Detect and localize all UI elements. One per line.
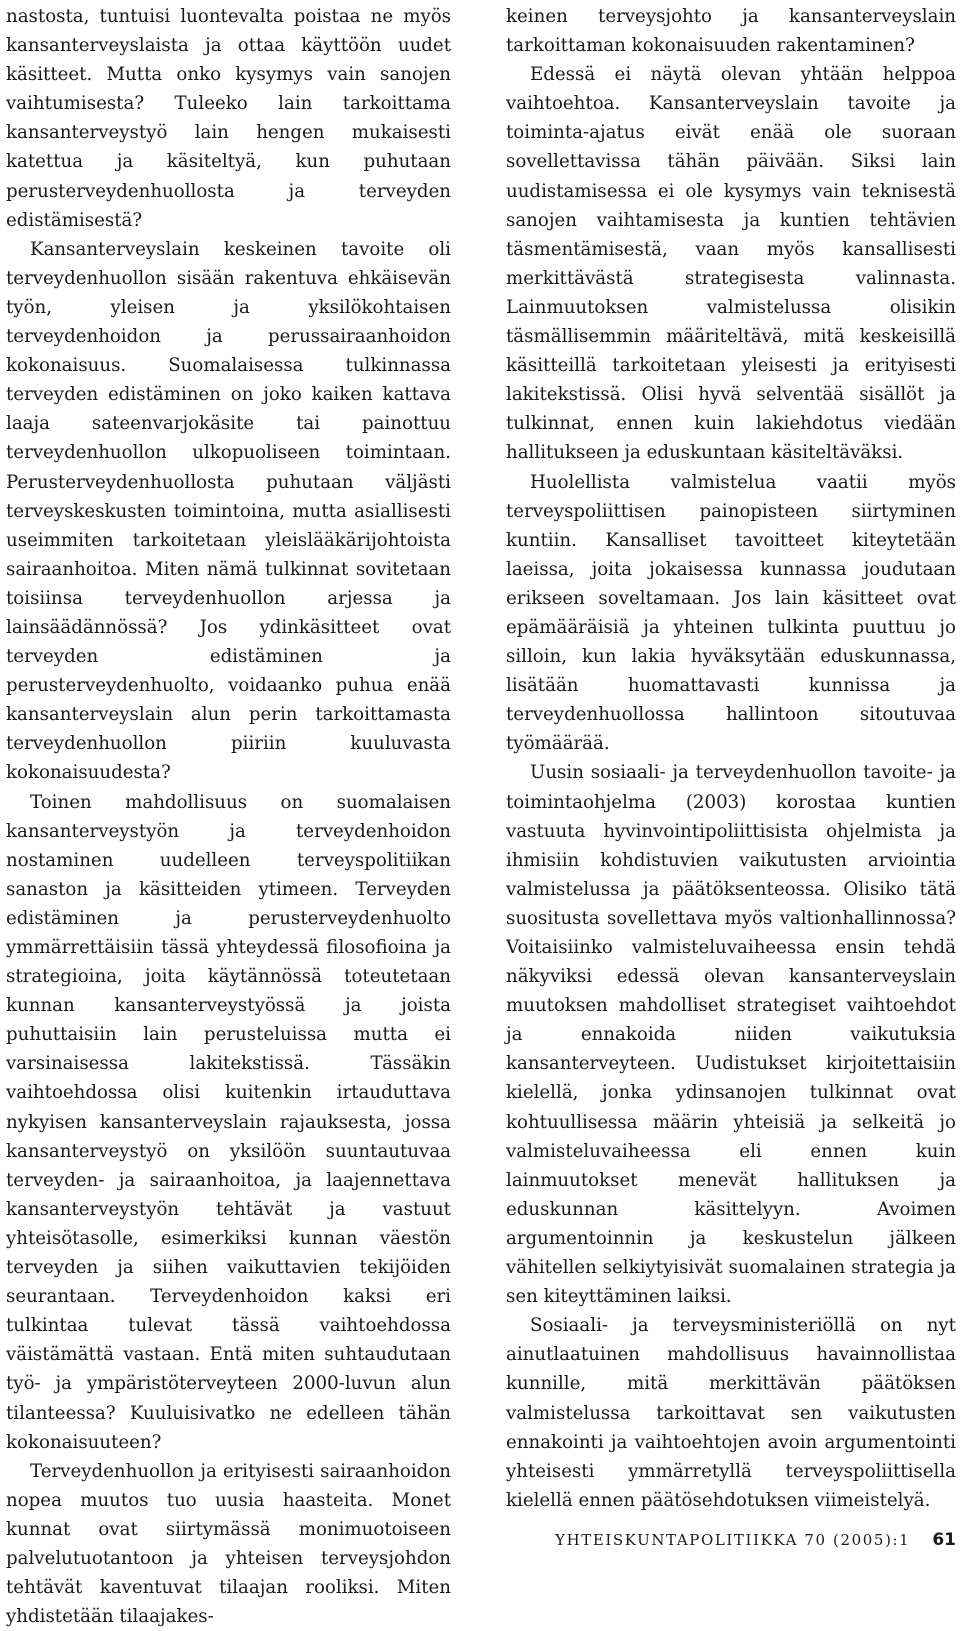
paragraph: nastosta, tuntuisi luontevalta poistaa ne myös kansanterveyslaista ja ottaa käyttöön uudet käsitteet. Mutta onko kysymys vain sanojen vaihtumisesta? Tuleeko lain tarkoittama kansanterveystyö lain hengen mukaisesti katettua ja käsiteltyä, kun puhutaan perusterveydenhuollosta ja terveyden edistämisestä? xyxy=(6,6,451,231)
paragraph: Uusin sosiaali- ja terveydenhuollon tavoite- ja toimintaohjelma (2003) korostaa kuntien vastuuta hyvinvointipoliittisista ohjelmista ja ihmisiin kohdistuvien vaikutusten arviointia valmistelussa ja päätöksenteossa. Olisiko tätä suositusta sovellettava myös valtionhallinnossa? Voitaisiinko valmisteluvaiheessa ensin tehdä näkyviksi edessä olevan kansanterveyslain muutoksen mahdolliset strategiset vaihtoehdot ja ennakoida niiden vaikutuksia kansanterveyteen. Uudistukset kirjoitettaisiin kielellä, jonka ydinsanojen tulkinnat ovat kohtuullisessa määrin yhteisiä ja selkeitä jo valmisteluvaiheessa eli ennen kuin lainmuutokset menevät hallituksen ja eduskunnan käsittelyyn. Avoimen argumentoinnin ja keskustelun jälkeen vähitellen selkiytyisivät suomalainen strategia ja sen kiteyttäminen laiksi. xyxy=(506,762,956,1308)
paragraph: Toinen mahdollisuus on suomalaisen kansanterveystyön ja terveydenhoidon nostaminen uudelleen terveyspolitiikan sanaston ja käsitteiden ytimeen. Terveyden edistäminen ja perusterveydenhuolto ymmärrettäisiin tässä yhteydessä filosofioina ja strategioina, joita käytännössä toteutetaan kunnan kansanterveystyössä ja joista puhuttaisiin lain perusteluissa mutta ei varsinaisessa lakitekstissä. Tässäkin vaihtoehdossa olisi kuitenkin irtauduttava nykyisen kansanterveyslain rajauksesta, jossa kansanterveystyö on yksilöön suuntautuvaa terveyden- ja sairaanhoitoa, ja laajennettava kansanterveystyön tehtävät ja vastuut yhteisötasolle, esimerkiksi kunnan väestön terveyden ja siihen vaikuttavien tekijöiden seurantaan. Terveydenhoidon kaksi eri tulkintaa tulevat tässä vaihtoehdossa väistämättä vastaan. Entä miten suhtaudutaan työ- ja ympäristöterveyteen 2000-luvun alun tilanteessa? Kuuluisivatko ne edelleen tähän kokonaisuuteen? xyxy=(6,791,451,1453)
paragraph: Edessä ei näytä olevan yhtään helppoa vaihtoehtoa. Kansanterveyslain tavoite ja toiminta-ajatus eivät enää ole suoraan sovellettavissa tähän päivään. Siksi lain uudistamisessa ei ole kysymys vain teknisestä sanojen vaihtamisesta ja kuntien tehtävien täsmentämisestä, vaan myös kansallisesti merkittävästä strategisesta valinnasta. Lainmuutoksen valmistelussa olisikin täsmällisemmin määriteltävä, mitä keskeisillä käsitteillä tarkoitetaan yleisesti ja erityisesti lakitekstissä. Olisi hyvä selventää sisällöt ja tulkinnat, ennen kuin lakiehdotus viedään hallitukseen ja eduskuntaan käsiteltäväksi. xyxy=(506,64,956,464)
page-footer xyxy=(506,1530,956,1556)
paragraph: Terveydenhuollon ja erityisesti sairaanhoidon nopea muutos tuo uusia haasteita. Monet kunnat ovat siirtymässä monimuotoiseen palvelutuotantoon ja yhteisen terveysjohdon tehtävät kaventuvat tilaajan rooliksi. Miten yhdistetään tilaajakes- xyxy=(6,1460,451,1628)
page-number: 61 xyxy=(932,1530,956,1550)
paragraph: Kansanterveyslain keskeinen tavoite oli terveydenhuollon sisään rakentuva ehkäisevän työn, yleisen ja yksilökohtaisen terveydenhoidon ja perussairaanhoidon kokonaisuus. Suomalaisessa tulkinnassa terveyden edistäminen on joko kaiken kattava laaja sateenvarjokäsite tai painottuu terveydenhuollon ulkopuoliseen toimintaan. Perusterveydenhuollosta puhutaan väljästi terveyskeskusten toimintoina, mutta asiallisesti useimmiten tarkoitetaan yleislääkärijohtoista sairaanhoitoa. Miten nämä tulkinnat sovitetaan toisiinsa terveydenhuollon arjessa ja lainsäädännössä? Jos ydinkäsitteet ovat terveyden edistäminen ja perusterveydenhuolto, voidaanko puhua enää kansanterveyslain alun perin tarkoittamasta terveydenhuollon piiriin kuuluvasta kokonaisuudesta? xyxy=(6,238,451,784)
paragraph: Huolellista valmistelua vaatii myös terveyspoliittisen painopisteen siirtyminen kuntiin. Kansalliset tavoitteet kiteytetään laeissa, joita jokaisessa kunnassa joudutaan erikseen soveltamaan. Jos lain käsitteet ovat epämääräisiä ja yhteinen tulkinta puuttuu jo silloin, kun lakia hyväksytään eduskunnassa, lisätään huomattavasti kunnissa ja terveydenhuollossa hallintoon sitoutuvaa työmäärää. xyxy=(506,471,956,755)
paragraph: keinen terveysjohto ja kansanterveyslain tarkoittaman kokonaisuuden rakentaminen? xyxy=(506,6,956,57)
paragraph: Sosiaali- ja terveysministeriöllä on nyt ainutlaatuinen mahdollisuus havainnollistaa kunnille, mitä merkittävän päätöksen valmistelussa tarkoittavat sen vaikutusten ennakointi ja vaihtoehtojen avoin argumentointi yhteisesti ymmärretyllä terveyspoliittisella kielellä ennen päätösehdotuksen viimeistelyä. xyxy=(506,1315,956,1511)
journal-title: YHTEISKUNTAPOLITIIKKA 70 (2005):1 xyxy=(555,1531,911,1549)
right-column xyxy=(506,2,956,1515)
left-column xyxy=(6,2,451,1631)
